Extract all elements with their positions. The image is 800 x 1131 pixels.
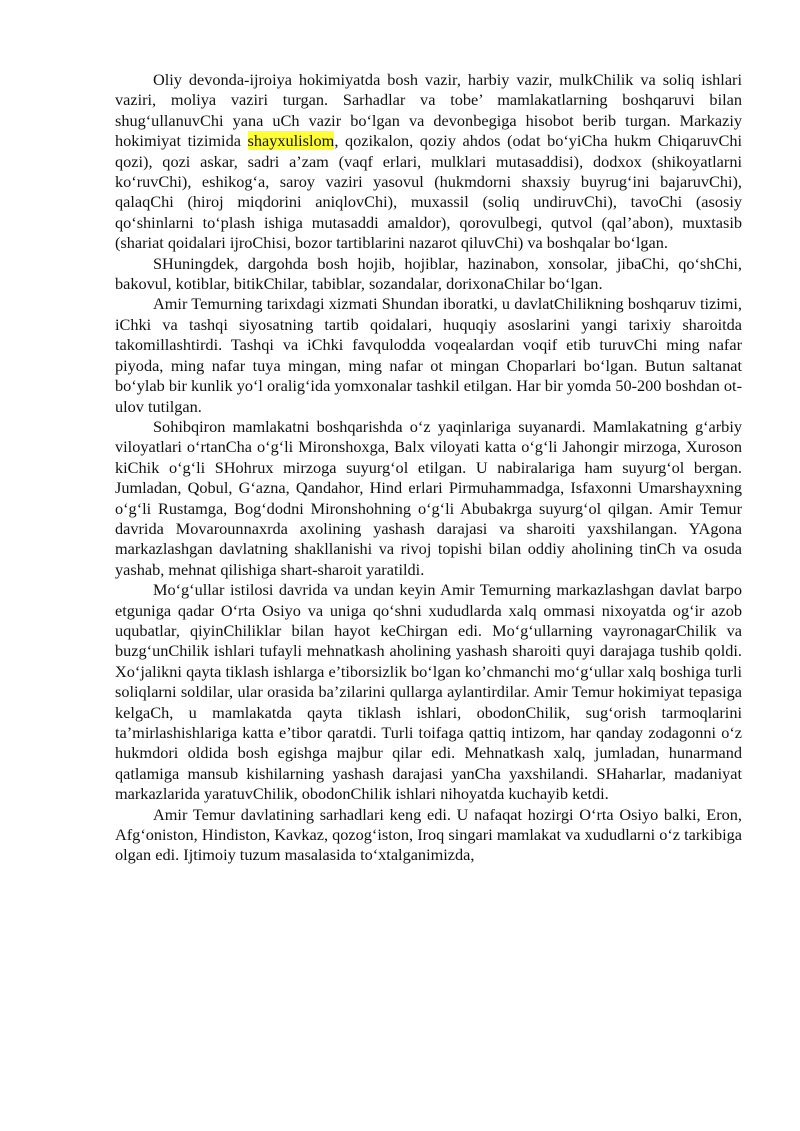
- paragraph-1: [115, 70, 742, 254]
- paragraph-4: Sohibqiron mamlakatni boshqarishda o‘z yaqinlariga suyanardi. Mamlakatning g‘arbiy viloyatlari o‘rtanCha o‘g‘li Mironshoxga, Balx viloyati katta o‘g‘li Jahongir mirzoga, Xuroson kiChik o‘g‘li SHohrux mirzoga suyurg‘ol etilgan. U nabiralariga ham suyurg‘ol bergan. Jumladan, Qobul, G‘azna, Qandahor, Hind erlari Pirmuhammadga, Isfaxonni Umarshayxning o‘g‘li Rustamga, Bog‘dodni Mironshohning o‘g‘li Abubakrga suyurg‘ol qilgan. Amir Temur davrida Movarounnaxrda axolining yashash darajasi va sharoiti yaxshilangan. YAgona markazlashgan davlatning shakllanishi va rivoj topishi bilan oddiy aholining tinCh va osuda yashab, mehnat qilishiga shart-sharoit yaratildi.: [115, 416, 742, 579]
- paragraph-1-start: Oliy devonda-ijroiya hokimiyatda bosh vazir, harbiy vazir, mulkChilik va soliq ishlari vaziri, moliya vaziri turgan. Sarhadlar va tobe’ mamlakatlarning boshqaruvi bilan shug‘ullanuvChi yana uCh vazir bo‘lgan va devonbegiga hisobot berib turgan. Markaziy hokimiyat tizimida: [115, 70, 742, 151]
- paragraph-3: Amir Temurning tarixdagi xizmati Shundan iboratki, u davlatChilikning boshqaruv tizimi, iChki va tashqi siyosatning tartib qoidalari, huquqiy asoslarini yangi tarixiy sharoitda takomillashtirdi. Tashqi va iChki favqulodda voqealardan voqif etib turuvChi ming nafar piyoda, ming nafar tuya mingan, ming nafar ot mingan Choparlari bo‘lgan. Butun saltanat bo‘ylab bir kunlik yo‘l oralig‘ida yomxonalar tashkil etilgan. Har bir yomda 50-200 boshdan ot-ulov tutilgan.: [115, 294, 742, 416]
- document-page: [115, 70, 742, 866]
- paragraph-6: Amir Temur davlatining sarhadlari keng edi. U nafaqat hozirgi O‘rta Osiyo balki, Eron, Afg‘oniston, Hindiston, Kavkaz, qozog‘iston, Iroq singari mamlakat va xududlarni o‘z tarkibiga olgan edi. Ijtimoiy tuzum masalasida to‘xtalganimizda,: [115, 804, 742, 865]
- paragraph-1-end: , qozikalon, qoziy ahdos (odat bo‘yiCha hukm ChiqaruvChi qozi), qozi askar, sadri a’zam (vaqf erlari, mulklari mutasaddisi), dodxox (shikoyatlarni ko‘ruvChi), eshikog‘a, saroy vaziri yasovul (hukmdorni shaxsiy buyrug‘ini bajaruvChi), qalaqChi (hiroj miqdorini aniqlovChi), muxassil (soliq undiruvChi), tavoChi (asosiy qo‘shinlarni to‘plash ishiga mutasaddi amaldor), qorovulbegi, qutvol (qal’abon), muxtasib (shariat qoidalari ijroChisi, bozor tartiblarini nazarot qiluvChi) va boshqalar bo‘lgan.: [115, 131, 742, 253]
- highlighted-term: shayxulislom: [247, 131, 335, 151]
- paragraph-5: Mo‘g‘ullar istilosi davrida va undan keyin Amir Temurning markazlashgan davlat barpo etguniga qadar O‘rta Osiyo va uniga qo‘shni xududlarda xalq ommasi nixoyatda og‘ir azob uqubatlar, qiyinChiliklar bilan hayot keChirgan edi. Mo‘g‘ullarning vayronagarChilik va buzg‘unChilik ishlari tufayli mehnatkash aholining yashash sharoiti quyi darajaga tushib qoldi. Xo‘jalikni qayta tiklash ishlarga e’tiborsizlik bo‘lgan ko’chmanchi mo‘g‘ullar xalq boshiga turli soliqlarni soldilar, ular orasida ba’zilarini qullarga aylantirdilar. Amir Temur hokimiyat tepasiga kelgaCh, u mamlakatda qayta tiklash ishlari, obodonChilik, sug‘orish tarmoqlarini ta’mirlashishlariga katta e’tibor qaratdi. Turli toifaga qattiq intizom, har qanday zodagonni o‘z hukmdori oldida bosh egishga majbur qilar edi. Mehnatkash xalq, jumladan, hunarmand qatlamiga mansub kishilarning yashash darajasi yanCha yaxshilandi. SHaharlar, madaniyat markazlarida yaratuvChilik, obodonChilik ishlari nihoyatda kuchayib ketdi.: [115, 580, 742, 804]
- paragraph-2: SHuningdek, dargohda bosh hojib, hojiblar, hazinabon, xonsolar, jibaChi, qo‘shChi, bakovul, kotiblar, bitikChilar, tabiblar, sozandalar, dorixonaChilar bo‘lgan.: [115, 253, 742, 294]
